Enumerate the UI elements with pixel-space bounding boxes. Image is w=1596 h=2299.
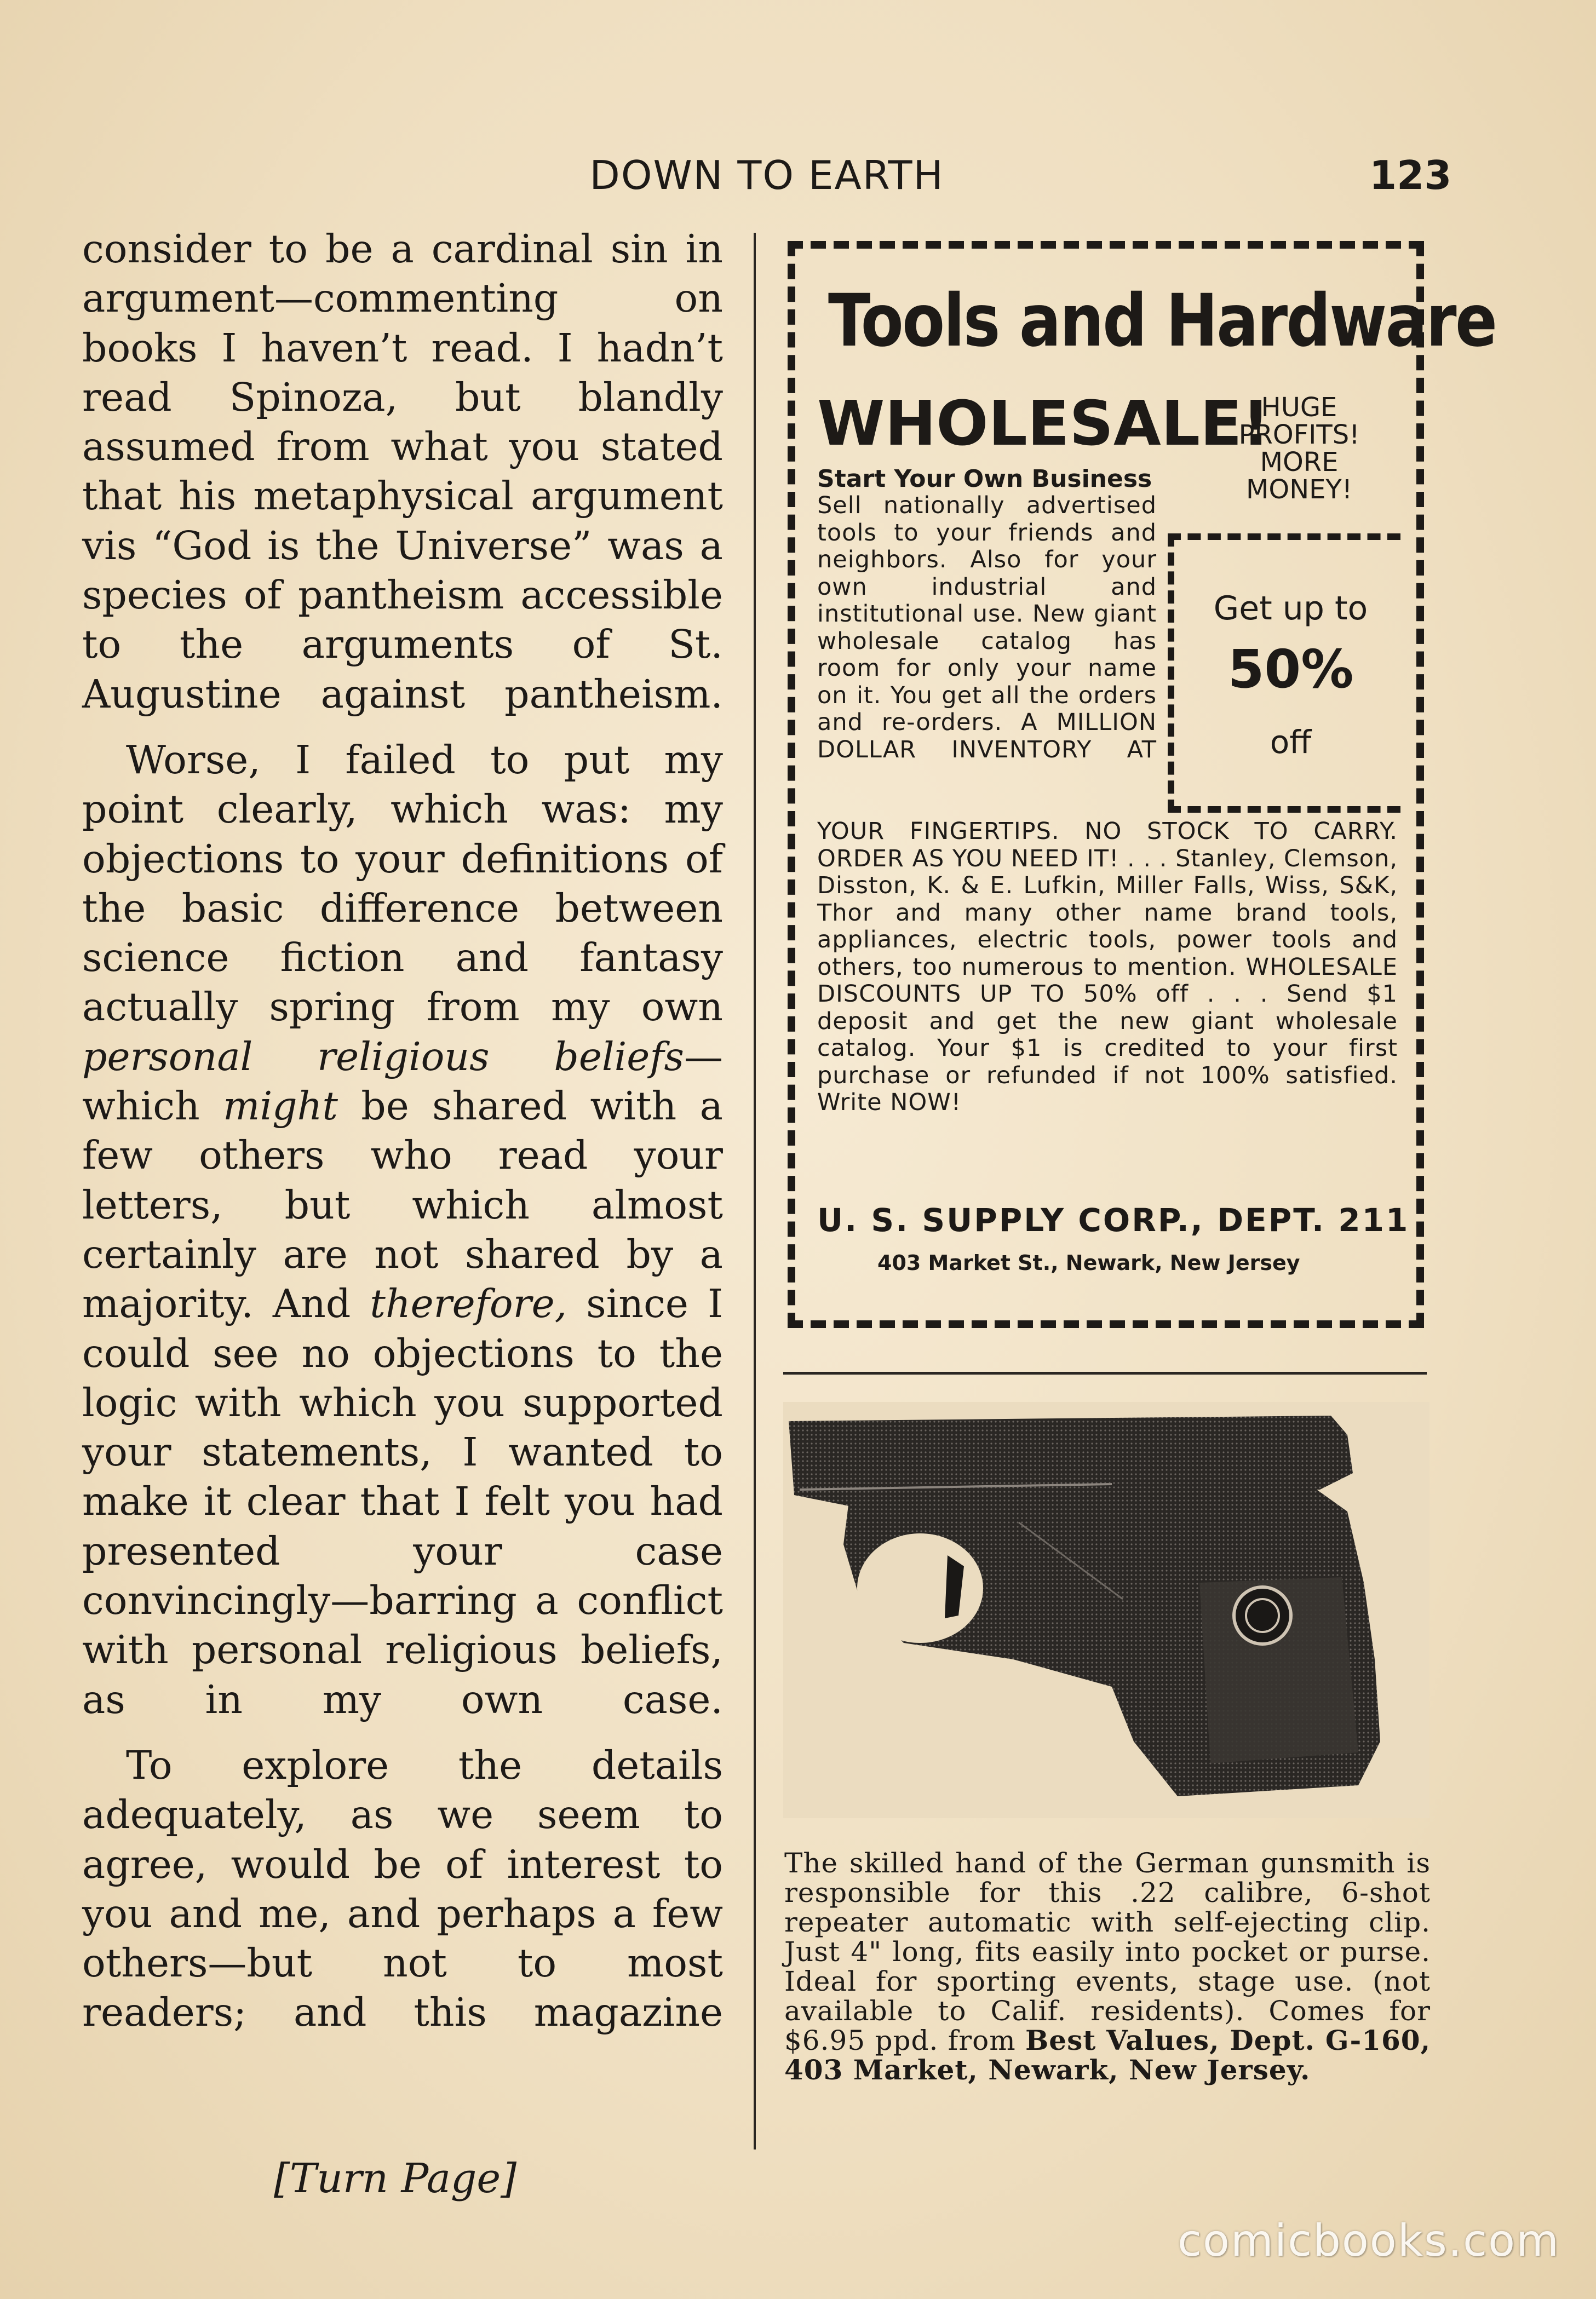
discount-box <box>1168 533 1400 813</box>
para2-text-d: since I could see no objections to the logic with which you supported your statements, I wanted to make it clear that I felt you had presented your case convincingly—barring a conflict with personal religious beliefs, as in my own case. <box>82 1281 724 1722</box>
pistol-image <box>783 1402 1429 1818</box>
discount-percent: 50% <box>1227 639 1354 700</box>
page-number: 123 <box>1369 152 1452 198</box>
para1-text: consider to be a cardinal sin in argument—commenting on books I haven’t read. I hadn’t read Spinoza, but blandly assumed from what you stated that his metaphysical argument vis “God is the Universe” was a species of pantheism accessible to the arguments of St. Augustine against pantheism. <box>82 226 723 717</box>
ad-wholesale: WHOLESALE! <box>817 388 1270 459</box>
column-divider <box>754 233 756 2149</box>
article-paragraph-1 <box>82 225 723 719</box>
para2-italic-2: might <box>223 1083 338 1129</box>
discount-get: Get up to <box>1213 589 1368 628</box>
ad-address: 403 Market St., Newark, New Jersey <box>877 1251 1300 1275</box>
para2-italic-3: therefore, <box>370 1281 567 1327</box>
article-paragraph-3 <box>82 1741 723 2038</box>
para2-italic-1: personal religious beliefs <box>82 1033 684 1079</box>
pistol-ad-address: Best Values, Dept. G-160, 403 Market, Newark, New Jersey. <box>784 2024 1431 2086</box>
para2-text-b: —which <box>82 1033 723 1129</box>
turn-page-link[interactable]: [Turn Page] <box>274 2155 517 2202</box>
ad-body-narrow: Sell nationally advertised tools to your friends and neighbors. Also for your own industrial and institutional use. New giant wholesale catalog has room for only your name on it. You get all the orders and re-orders. A MILLION DOLLAR INVENTORY AT <box>817 492 1157 763</box>
discount-off: off <box>1270 723 1312 761</box>
article-column <box>82 225 723 2054</box>
para2-text-a: Worse, I failed to put my point clearly, which was: my objections to your definitions of the basic difference between science fiction and fantasy actually spring from my own <box>82 737 723 1030</box>
ad-start-business: Start Your Own Business <box>817 465 1152 493</box>
ad-body-wide: YOUR FINGERTIPS. NO STOCK TO CARRY. ORDER AS YOU NEED IT! . . . Stanley, Clemson, Disston, K. & E. Lufkin, Miller Falls, Wiss, S&K, Thor and many other name brand tools, appliances, electric tools, power tools and others, too numerous to mention. WHOLESALE DISCOUNTS UP TO 50% off . . . Send $1 deposit and get the new giant wholesale catalog. Your $1 is credited to your first purchase or refunded if not 100% satisfied. Write NOW! <box>817 818 1398 1116</box>
pistol-ad-copy <box>784 1848 1431 2085</box>
ad-headline: Tools and Hardware <box>828 279 1496 363</box>
tools-ad <box>788 241 1496 1328</box>
pistol-ad-text: The skilled hand of the German gunsmith is responsible for this .22 calibre, 6-shot repeater automatic with self-ejecting clip. Just 4" long, fits easily into pocket or purse. Ideal for sporting events, stage use. (not available to Calif. residents). Comes for $6.95 ppd. from <box>784 1847 1431 2056</box>
ad-company: U. S. SUPPLY CORP., DEPT. 211 <box>817 1202 1410 1239</box>
ad-separator-rule <box>783 1372 1427 1375</box>
para2-text-c: be shared with a few others who read your letters, but which almost certainly are not shared by a majority. And <box>82 1083 723 1327</box>
article-paragraph-2 <box>82 735 723 1725</box>
para3-text: To explore the details adequately, as we seem to agree, would be of interest to you and me, and perhaps a few others—but not to most readers; and this magazine <box>82 1742 723 2036</box>
running-header: DOWN TO EARTH <box>589 152 944 198</box>
ad-huge-profits: HUGE PROFITS! MORE MONEY! <box>1238 392 1360 505</box>
watermark: comicbooks.com <box>1178 2215 1560 2266</box>
